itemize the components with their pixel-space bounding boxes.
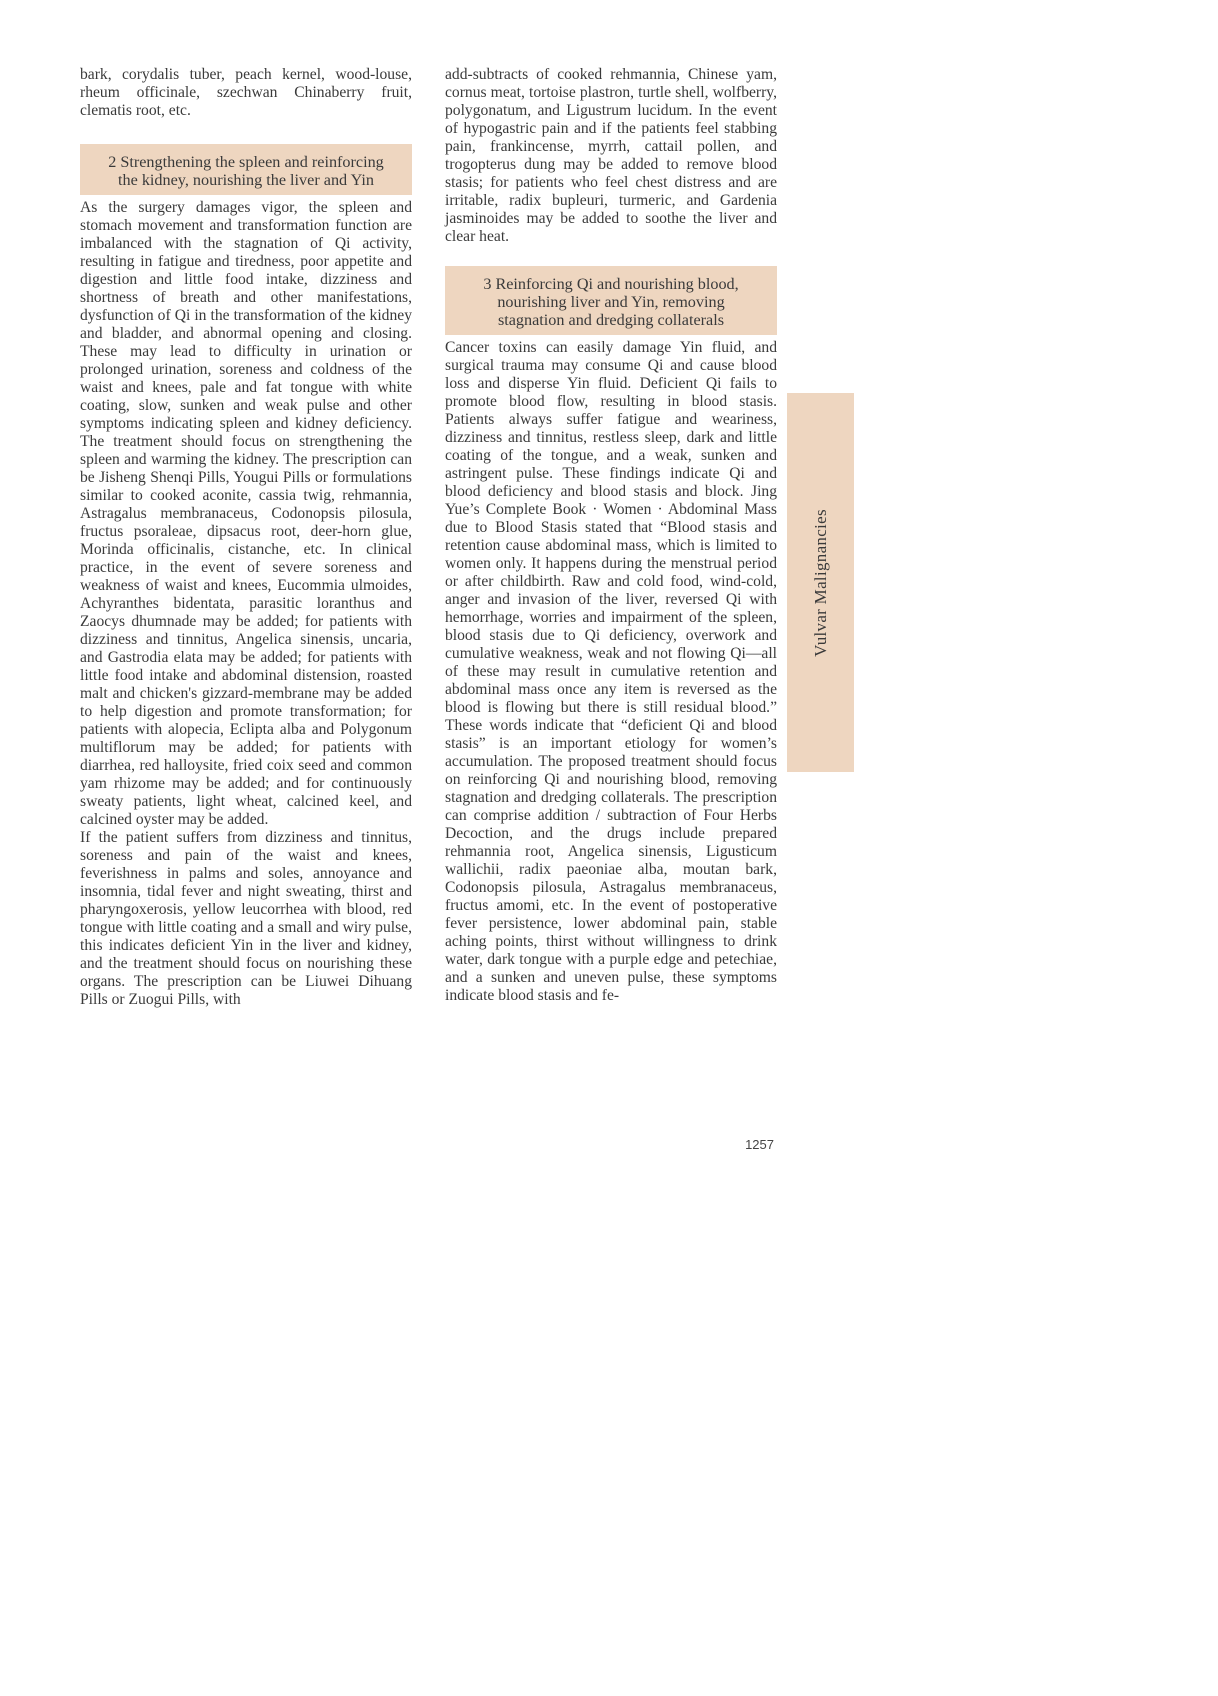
- section-3-heading-line-1: 3 Reinforcing Qi and nourishing blood,: [483, 275, 739, 293]
- section-2-paragraph-1: As the surgery damages vigor, the spleen and stomach movement and transformation function are imbalanced with the stagnation of Qi activity, resulting in fatigue and tiredness, poor appetite and digestion and little food intake, dizziness and shortness of breath and other manifestations, dysfunction of Qi in the transformation of the kidney and bladder, and abnormal opening and closing. These may lead to difficulty in urination or prolonged urination, soreness and coldness of the waist and knees, pale and fat tongue with white coating, slow, sunken and weak pulse and other symptoms indicating spleen and kidney deficiency. The treatment should focus on strengthening the spleen and warming the kidney. The prescription can be Jisheng Shenqi Pills, Yougui Pills or formulations similar to cooked aconite, cassia twig, rehmannia, Astragalus membranaceus, Codonopsis pilosula, fructus psoraleae, dipsacus root, deer-horn glue, Morinda officinalis, cistanche, etc. In clinical practice, in the event of severe soreness and weakness of waist and knees, Eucommia ulmoides, Achyranthes bidentata, parasitic loranthus and Zaocys dhumnade may be added; for patients with dizziness and tinnitus, Angelica sinensis, uncaria, and Gastrodia elata may be added; for patients with little food intake and abdominal distension, roasted malt and chicken's gizzard-membrane may be added to help digestion and promote transformation; for patients with alopecia, Eclipta alba and Polygonum multiflorum may be added; for patients with diarrhea, red halloysite, fried coix seed and common yam rhizome may be added; and for continuously sweaty patients, light wheat, calcined keel, and calcined oyster may be added.: [80, 199, 412, 828]
- right-column: [445, 66, 777, 1005]
- section-3-paragraph-1: Cancer toxins can easily damage Yin fluid, and surgical trauma may consume Qi and cause blood loss and disperse Yin fluid. Deficient Qi fails to promote blood flow, resulting in blood stasis. Patients always suffer fatigue and weariness, dizziness and tinnitus, restless sleep, dark and little coating of the tongue, and a weak, sunken and astringent pulse. These findings indicate Qi and blood deficiency and blood stasis and block. Jing Yue’s Complete Book · Women · Abdominal Mass due to Blood Stasis stated that “Blood stasis and retention cause abdominal mass, which is limited to women only. It happens during the menstrual period or after childbirth. Raw and cold food, wind-cold, anger and invasion of the liver, reversed Qi with hemorrhage, worries and impairment of the spleen, blood stasis due to Qi deficiency, overwork and cumulative weakness, weak and not flowing Qi—all of these may result in cumulative retention and abdominal mass once any item is reversed as the blood is flowing but there is still residual blood.” These words indicate that “deficient Qi and blood stasis” is an important etiology for women’s accumulation. The proposed treatment should focus on reinforcing Qi and nourishing blood, removing stagnation and dredging collaterals. The prescription can comprise addition / subtraction of Four Herbs Decoction, and the drugs include prepared rehmannia root, Angelica sinensis, Ligusticum wallichii, radix paeoniae alba, moutan bark, Codonopsis pilosula, Astragalus membranaceus, fructus amomi, etc. In the event of postoperative fever persistence, lower abdominal pain, stable aching points, thirst without willingness to drink water, dark tongue with a purple edge and petechiae, and a sunken and uneven pulse, these symptoms indicate blood stasis and fe-: [445, 339, 777, 1004]
- section-3-heading: [445, 266, 777, 335]
- section-2-heading-line-2: the kidney, nourishing the liver and Yin: [118, 171, 374, 189]
- intro-paragraph: bark, corydalis tuber, peach kernel, wood-louse, rheum officinale, szechwan Chinaberry fruit, clematis root, etc.: [80, 66, 412, 119]
- section-3-heading-line-2: nourishing liver and Yin, removing: [497, 293, 725, 311]
- chapter-side-tab-label: Vulvar Malignancies: [810, 508, 830, 657]
- section-2-paragraph-2: If the patient suffers from dizziness and tinnitus, soreness and pain of the waist and knees, feverishness in palms and soles, annoyance and insomnia, tidal fever and night sweating, thirst and pharyngoxerosis, yellow leucorrhea with blood, red tongue with little coating and a small and wiry pulse, this indicates deficient Yin in the liver and kidney, and the treatment should focus on nourishing these organs. The prescription can be Liuwei Dihuang Pills or Zuogui Pills, with: [80, 829, 412, 1008]
- section-2-heading: [80, 144, 412, 195]
- continued-paragraph: add-subtracts of cooked rehmannia, Chinese yam, cornus meat, tortoise plastron, turtle shell, wolfberry, polygonatum, and Ligustrum lucidum. In the event of hypogastric pain and if the patients feel stabbing pain, frankincense, myrrh, cattail pollen, and trogopterus dung may be added to remove blood stasis; for patients who feel chest distress and are irritable, radix bupleuri, turmeric, and Gardenia jasminoides may be added to soothe the liver and clear heat.: [445, 66, 777, 245]
- section-3-heading-line-3: stagnation and dredging collaterals: [497, 311, 725, 329]
- left-column: [80, 66, 412, 1009]
- section-2-heading-line-1: 2 Strengthening the spleen and reinforcing: [108, 153, 384, 171]
- page-number: 1257: [745, 1137, 774, 1152]
- chapter-side-tab: [787, 393, 854, 772]
